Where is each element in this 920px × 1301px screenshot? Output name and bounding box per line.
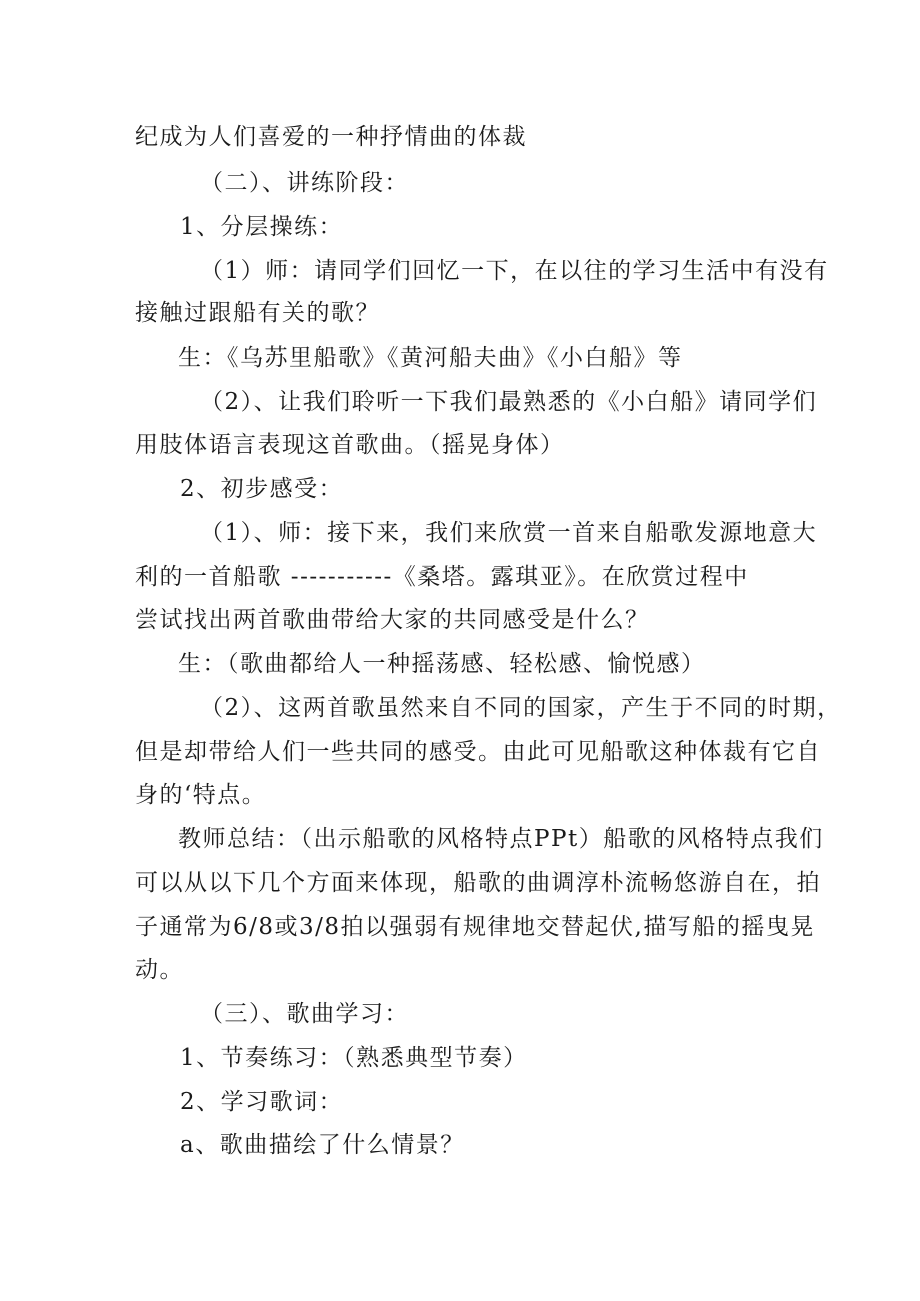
section-heading: （三）、歌曲学习： bbox=[200, 1001, 409, 1027]
text-line: 生：《乌苏里船歌》《黄河船夫曲》《小白船》等 bbox=[178, 345, 683, 371]
text-line: 生：（歌曲都给人一种摇荡感、轻松感、愉悦感） bbox=[178, 651, 706, 677]
text-line: 但是却带给人们一些共同的感受。由此可见船歌这种体裁有它自 bbox=[135, 739, 821, 765]
subsection-heading: 2、初步感受： bbox=[180, 476, 344, 502]
text-line: 动。 bbox=[135, 957, 184, 983]
text-line: （1）师：请同学们回忆一下，在以往的学习生活中有没有 bbox=[200, 258, 829, 284]
text-line: 身的‘特点。 bbox=[135, 782, 267, 808]
text-line: 可以从以下几个方面来体现，船歌的曲调淳朴流畅悠游自在，拍 bbox=[135, 870, 821, 896]
text-line: 接触过跟船有关的歌？ bbox=[135, 300, 380, 326]
text-line: （2）、让我们聆听一下我们最熟悉的《小白船》请同学们 bbox=[200, 389, 818, 415]
text-line: （2）、这两首歌虽然来自不同的国家，产生于不同的时期， bbox=[200, 695, 842, 721]
text-line: 利的一首船歌 -----------《桑塔。露琪亚》。在欣赏过程中 bbox=[135, 564, 749, 590]
text-line: 纪成为人们喜爱的一种抒情曲的体裁 bbox=[135, 124, 527, 150]
text-line: 教师总结：（出示船歌的风格特点PPt）船歌的风格特点我们 bbox=[178, 826, 824, 852]
text-line: 子通常为6/8或3/8拍以强弱有规律地交替起伏,描写船的摇曳晃 bbox=[135, 914, 815, 940]
text-line: 尝试找出两首歌曲带给大家的共同感受是什么？ bbox=[135, 607, 650, 633]
text-line: （1）、师：接下来，我们来欣赏一首来自船歌发源地意大 bbox=[200, 520, 818, 546]
text-line: a、歌曲描绘了什么情景？ bbox=[180, 1132, 465, 1158]
subsection-heading: 2、学习歌词： bbox=[180, 1089, 344, 1115]
section-heading: （二）、讲练阶段： bbox=[200, 170, 409, 196]
subsection-heading: 1、节奏练习：（熟悉典型节奏） bbox=[180, 1045, 528, 1071]
text-line: 用肢体语言表现这首歌曲。（摇晃身体） bbox=[135, 432, 565, 458]
subsection-heading: 1、分层操练： bbox=[180, 214, 344, 240]
